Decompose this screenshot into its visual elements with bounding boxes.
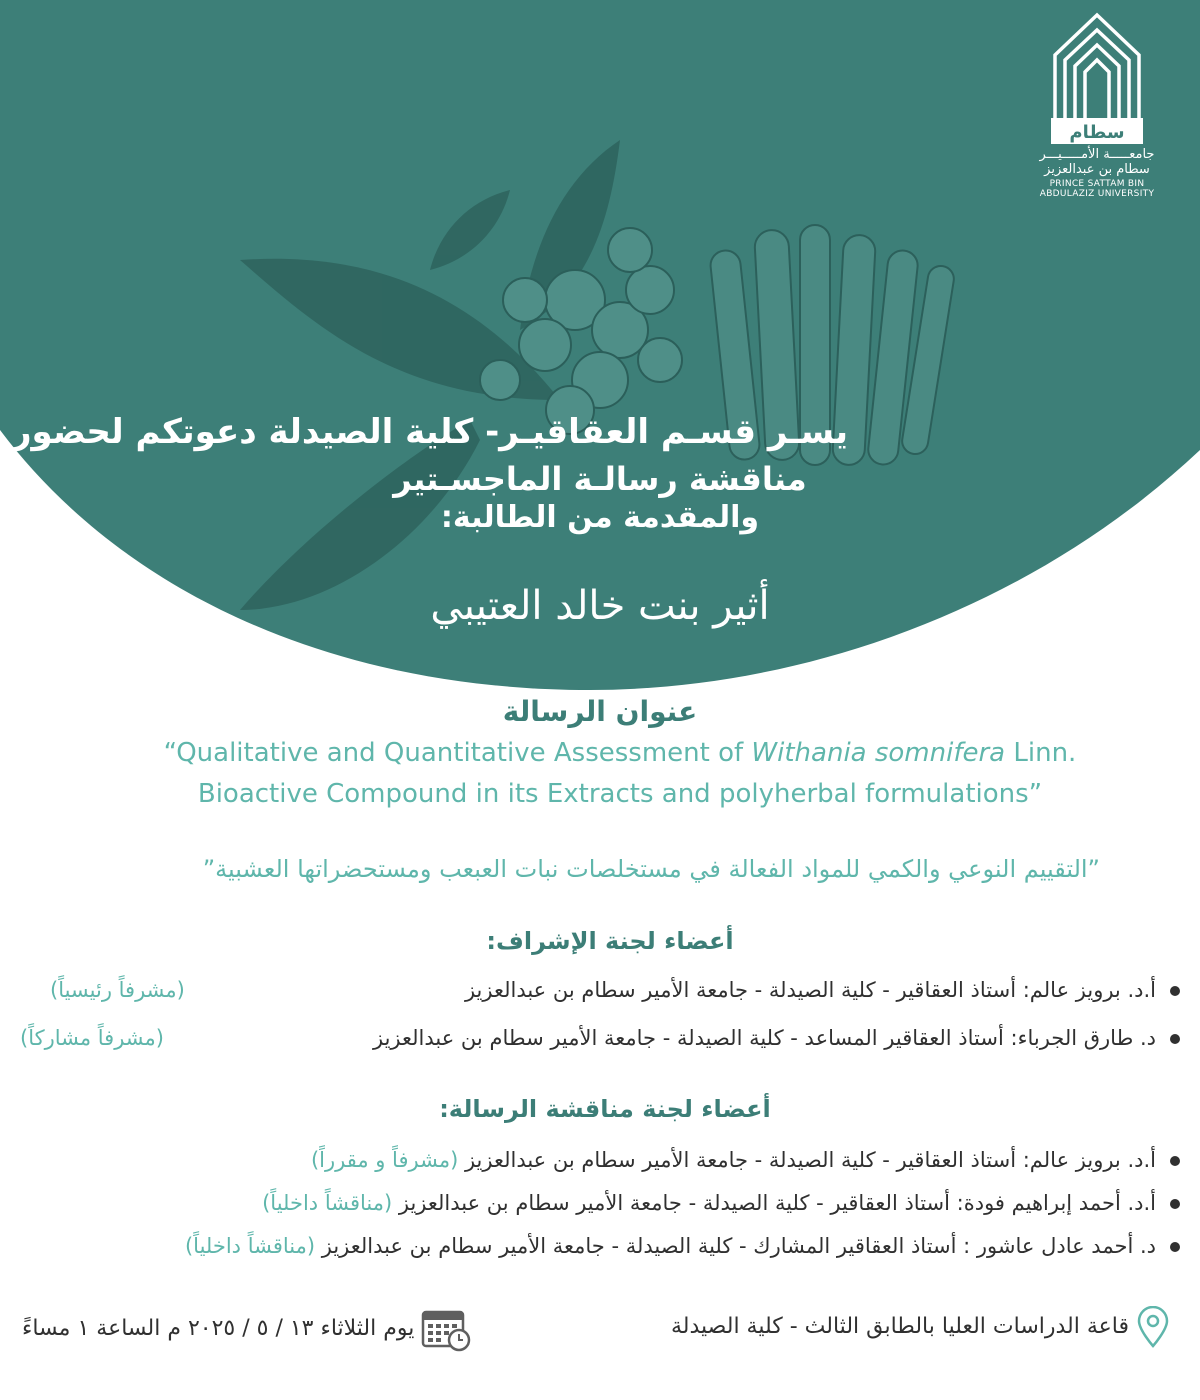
member-role: (مناقشاً داخلياً): [184, 1234, 316, 1258]
supervision-committee-heading: أعضاء لجنة الإشراف:: [486, 927, 734, 955]
examination-committee-list: [0, 1140, 1180, 1266]
supervision-committee-list: [0, 970, 1180, 1058]
list-item: [0, 970, 1180, 1010]
event-datetime: [22, 1306, 471, 1350]
list-item: [0, 1226, 1180, 1266]
thesis-title-part: “Qualitative and Quantitative Assessment of: [163, 738, 752, 768]
member-description: أ.د. أحمد إبراهيم فودة: أستاذ العقاقير - كلية الصيدلة - جامعة الأمير سطام بن عبدالعزيز: [392, 1191, 1156, 1215]
member-role: (مشرفاً مشاركاً): [20, 1026, 164, 1050]
thesis-heading: عنوان الرسالة: [502, 695, 698, 728]
member-description: د. طارق الجرباء: أستاذ العقاقير المساعد - كلية الصيدلة - جامعة الأمير سطام بن عبدالعزيز: [372, 1026, 1156, 1050]
student-name: أثير بنت خالد العتيبي: [430, 583, 770, 629]
university-logo: [1022, 10, 1172, 199]
location-text: قاعة الدراسات العليا بالطابق الثالث - كلية الصيدلة: [670, 1314, 1129, 1339]
bullet-icon: [1170, 1242, 1180, 1252]
logo-wordmark: سطام: [1069, 122, 1125, 143]
calendar-clock-icon: [421, 1306, 471, 1352]
thesis-title-arabic: ”التقييم النوعي والكمي للمواد الفعالة في مستخلصات نبات العبعب ومستحضراتها العشبية”: [202, 855, 1100, 883]
list-item: [0, 1140, 1180, 1180]
bullet-icon: [1170, 1156, 1180, 1166]
thesis-title-english: [0, 733, 1200, 815]
member-role: (مشرفاً رئيسياً): [50, 978, 185, 1002]
bullet-icon: [1170, 1034, 1180, 1044]
map-pin-icon: [1136, 1306, 1170, 1348]
university-name-english: PRINCE SATTAM BIN ABDULAZIZ UNIVERSITY: [1039, 179, 1155, 199]
member-role: (مشرفاً و مقرراً): [310, 1148, 459, 1172]
thesis-title-part: Linn.: [1005, 738, 1077, 768]
datetime-text: يوم الثلاثاء ١٣ / ٥ / ٢٠٢٥ م الساعة ١ مساءً: [22, 1316, 415, 1341]
list-item: [0, 1183, 1180, 1223]
university-name-arabic: جامعـــــة الأمـــــيـــر سطام بن عبدالعزيز: [1039, 147, 1155, 177]
event-location: [671, 1306, 1170, 1350]
species-name: Withania somnifera: [751, 738, 1006, 768]
member-description: أ.د. برويز عالم: أستاذ العقاقير - كلية الصيدلة - جامعة الأمير سطام بن عبدالعزيز: [458, 1148, 1156, 1172]
invitation-line-2: مناقشة رسالـة الماجسـتير: [393, 460, 807, 498]
member-description: أ.د. برويز عالم: أستاذ العقاقير - كلية الصيدلة - جامعة الأمير سطام بن عبدالعزيز: [464, 978, 1156, 1002]
bullet-icon: [1170, 986, 1180, 996]
thesis-title-english-line-2: Bioactive Compound in its Extracts and polyherbal formulations”: [197, 779, 1043, 809]
invitation-line-1: يسـر قسـم العقاقيـر- كلية الصيدلة دعوتكم لحضور: [11, 412, 848, 452]
hero-banner: [0, 0, 1200, 690]
thesis-title-english-line-1: [0, 733, 1200, 774]
bullet-icon: [1170, 1199, 1180, 1209]
member-description: د. أحمد عادل عاشور : أستاذ العقاقير المشارك - كلية الصيدلة - جامعة الأمير سطام بن عبدالعزيز: [315, 1234, 1156, 1258]
university-arch-emblem: [1047, 10, 1147, 145]
list-item: [0, 1018, 1180, 1058]
examination-committee-heading: أعضاء لجنة مناقشة الرسالة:: [439, 1095, 771, 1123]
invitation-line-3: والمقدمة من الطالبة:: [440, 500, 760, 535]
member-role: (مناقشاً داخلياً): [262, 1191, 393, 1215]
